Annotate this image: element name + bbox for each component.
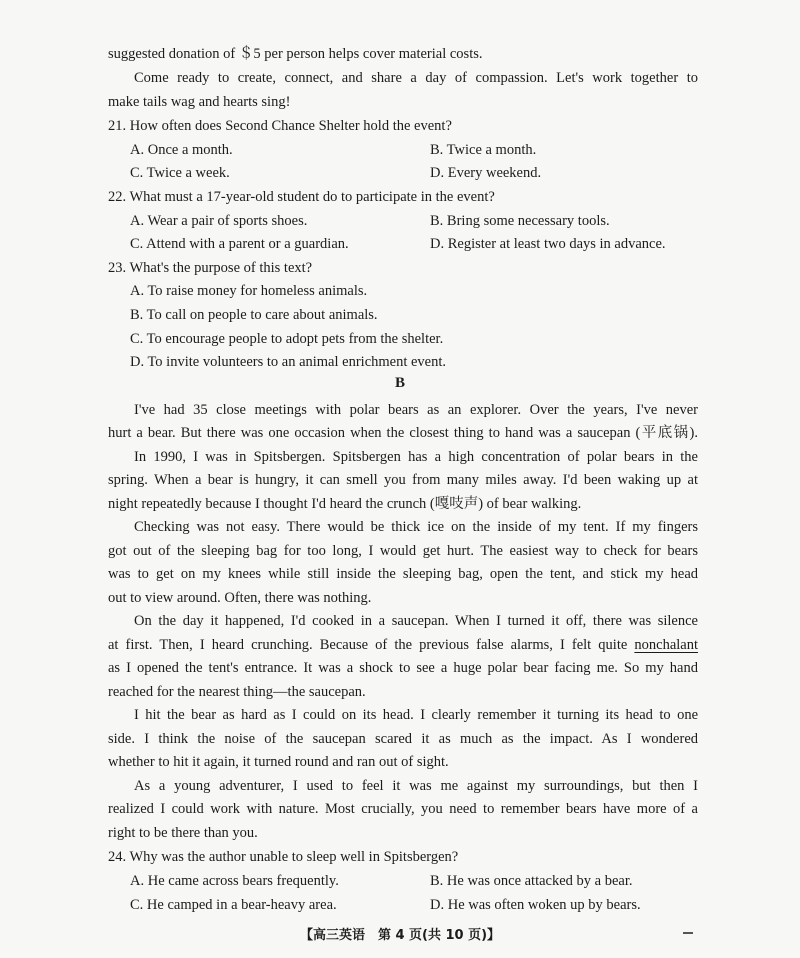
passage-b-line-text: at first. Then, I heard crunching. Because of the previous false alarms, I felt quite [108,637,628,653]
scan-mark [683,932,693,934]
passage-b-line: spring. When a bear is hungry, it can smell you from many miles away. I'd been waking up at [108,472,698,488]
passage-b-line: as I opened the tent's entrance. It was a shock to see a huge polar bear facing me. So my hand [108,660,698,676]
passage-b-line: night repeatedly because I thought I'd heard the crunch (嘎吱声) of bear walking. [108,496,582,512]
passage-b-line: On the day it happened, I'd cooked in a saucepan. When I turned it off, there was silence [134,613,698,629]
option[interactable]: D. To invite volunteers to an animal enrichment event. [130,354,447,370]
question-22-stem: 22. What must a 17-year-old student do to participate in the event? [108,189,495,205]
passage-b-line: whether to hit it again, it turned round and ran out of sight. [108,754,449,770]
option[interactable]: A. Once a month. [130,142,233,158]
option[interactable]: D. Register at least two days in advance. [430,236,666,252]
option[interactable]: A. Wear a pair of sports shoes. [130,213,308,229]
option[interactable]: D. Every weekend. [430,165,542,181]
option[interactable]: B. Bring some necessary tools. [430,213,610,229]
passage-b-line: right to be there than you. [108,825,258,841]
passage-b-line: got out of the sleeping bag for too long, I would get hurt. The easiest way to check for bears [108,543,698,559]
passage-b-line: As a young adventurer, I used to feel it was me against my surroundings, but then I [134,778,698,794]
passage-b-line: hurt a bear. But there was one occasion when the closest thing to hand was a saucepan (平底锅). [108,425,698,441]
option[interactable]: B. Twice a month. [430,142,537,158]
option[interactable]: A. He came across bears frequently. [130,873,339,889]
underlined-word: nonchalant [634,637,699,653]
passage-b-line: I hit the bear as hard as I could on its head. I clearly remember it turning its head to one [134,707,698,723]
passage-b-line: realized I could work with nature. Most crucially, you need to remember bears have more of a [108,801,698,817]
section-heading: B [394,375,405,391]
passage-b-line: Checking was not easy. There would be thick ice on the inside of my tent. If my fingers [134,519,698,535]
option[interactable]: B. He was once attacked by a bear. [430,873,633,889]
passage-b-line: reached for the nearest thing—the saucepan. [108,684,366,700]
option[interactable]: B. To call on people to care about animals. [130,307,378,323]
passage-b-line [108,635,698,655]
passage-b-line: side. I think the noise of the saucepan scared it as much as the impact. As I wondered [108,731,698,747]
question-21-stem: 21. How often does Second Chance Shelter hold the event? [108,118,452,134]
question-23-stem: 23. What's the purpose of this text? [108,260,313,276]
option[interactable]: C. He camped in a bear-heavy area. [130,897,337,913]
passage-b-line: In 1990, I was in Spitsbergen. Spitsbergen has a high concentration of polar bears in the [134,449,698,465]
passage-b-line: out to view around. Often, there was nothing. [108,590,372,606]
passage-b-line: was to get on my knees while still inside the sleeping bag, open the tent, and stick my head [108,566,698,582]
passage-a-line: make tails wag and hearts sing! [108,94,291,110]
option[interactable]: C. To encourage people to adopt pets from the shelter. [130,331,444,347]
passage-a-line: Come ready to create, connect, and share a day of compassion. Let's work together to [134,70,698,86]
passage-a-line: suggested donation of ＄5 per person helps cover material costs. [108,46,483,62]
option[interactable]: D. He was often woken up by bears. [430,897,641,913]
option[interactable]: A. To raise money for homeless animals. [130,283,368,299]
page-footer: 【高三英语 第 4 页(共 10 页)】 [299,928,501,943]
option[interactable]: C. Attend with a parent or a guardian. [130,236,349,252]
option[interactable]: C. Twice a week. [130,165,230,181]
passage-b-line: I've had 35 close meetings with polar bears as an explorer. Over the years, I've never [134,402,698,418]
question-24-stem: 24. Why was the author unable to sleep well in Spitsbergen? [108,849,459,865]
